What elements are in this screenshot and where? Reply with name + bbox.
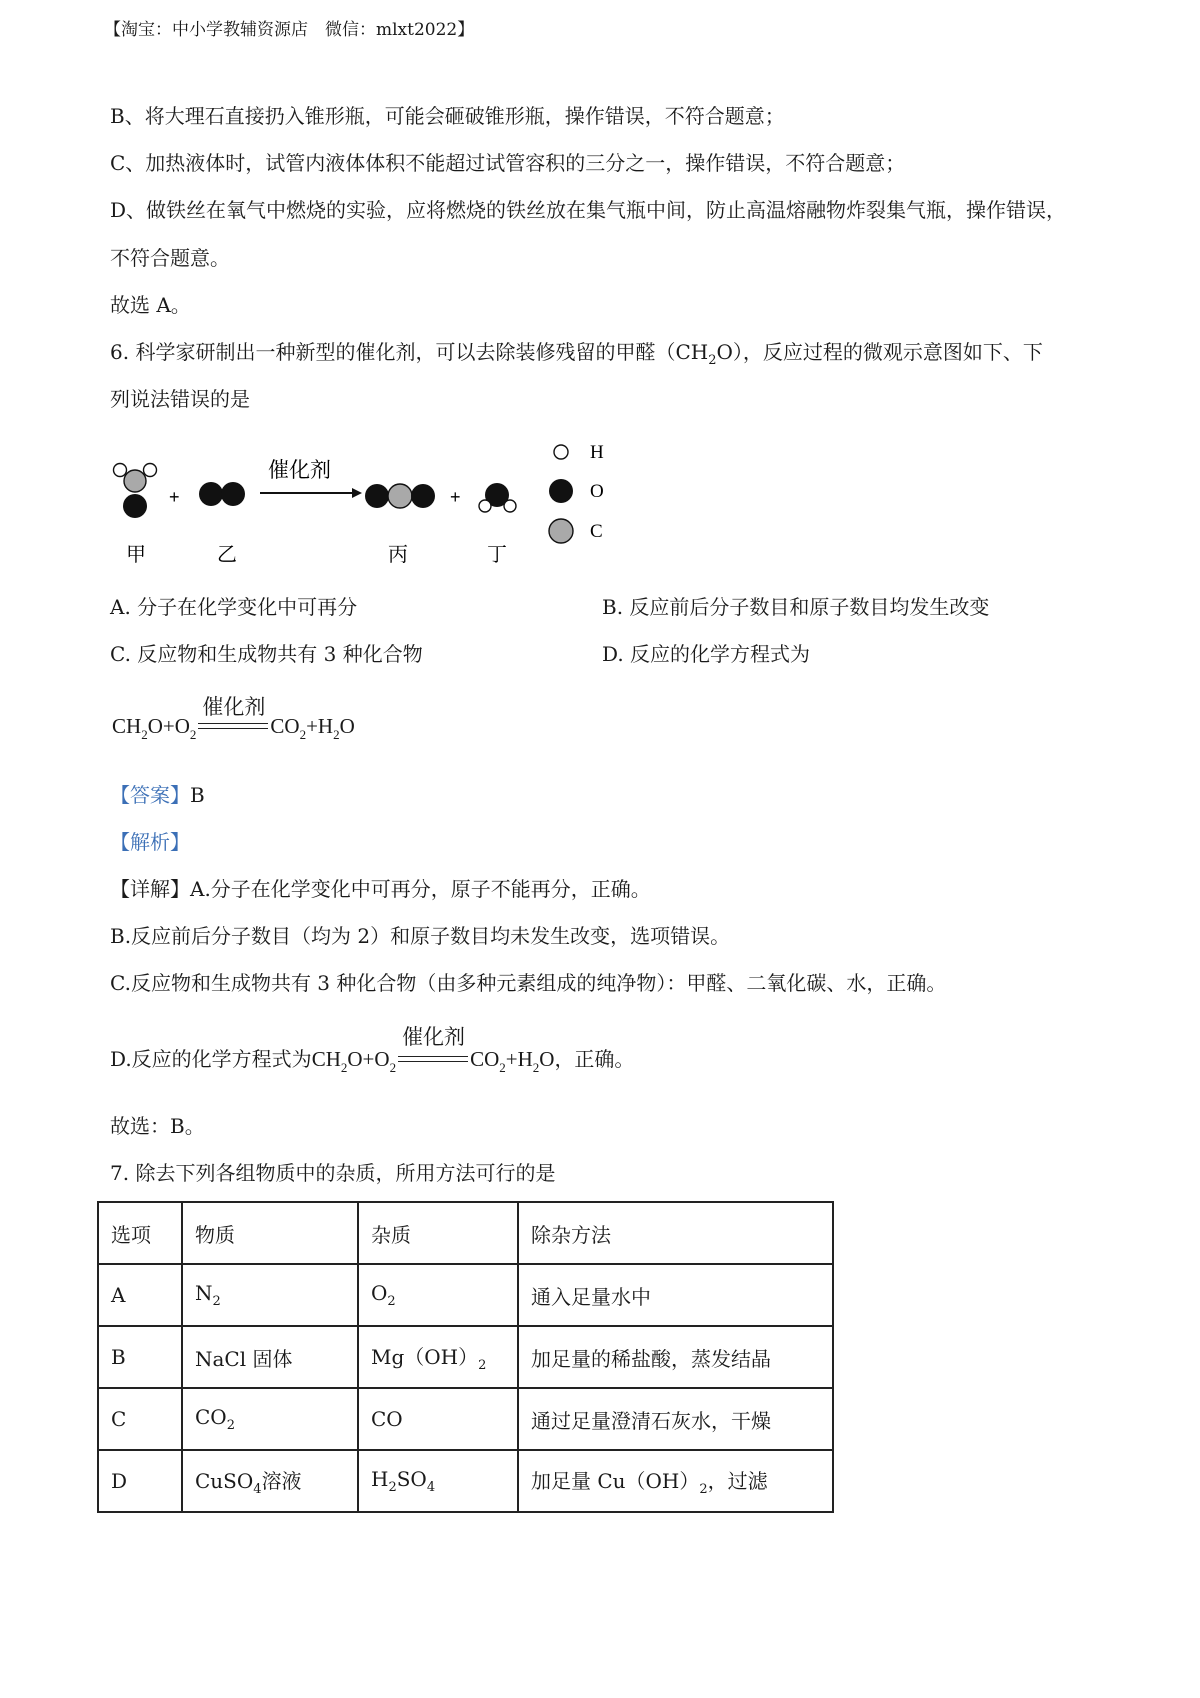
reaction-diagram [100, 425, 620, 575]
page-header: 【淘宝：中小学教辅资源店 微信：mlxt2022】 [104, 20, 475, 40]
prev-answer-line-c: C、加热液体时，试管内液体体积不能超过试管容积的三分之一，操作错误，不符合题意； [110, 151, 906, 175]
q6-detail-a: 【详解】A.分子在化学变化中可再分，原子不能再分，正确。 [110, 877, 651, 901]
label-bing: 丙 [388, 542, 408, 566]
label-ding: 丁 [487, 542, 507, 566]
table-header-row [98, 1202, 833, 1264]
label-jia: 甲 [126, 542, 146, 566]
plus-sign-2: + [450, 487, 461, 507]
q6-detail-c: C.反应物和生成物共有 3 种化合物（由多种元素组成的纯净物）：甲醛、二氧化碳、水，正确。 [110, 971, 947, 995]
molecule-oxygen [199, 482, 245, 506]
svg-text:H: H [590, 442, 604, 463]
svg-text:O: O [590, 481, 604, 502]
q6-choice: 故选：B。 [110, 1114, 205, 1138]
prev-answer-choice: 故选 A。 [110, 293, 191, 317]
table-row: B NaCl 固体 $Mg(OH)_2$ 加足量的稀盐酸，蒸发结晶 [98, 1326, 833, 1388]
q6-option-c: C. 反应物和生成物共有 3 种化合物 [110, 642, 423, 666]
header-cell: 选项 [98, 1202, 182, 1264]
header-cell: 物质 [182, 1202, 358, 1264]
q7-stem: 7. 除去下列各组物质中的杂质，所用方法可行的是 [110, 1161, 556, 1185]
catalyst-label: 催化剂 [268, 458, 331, 482]
arrow-head [352, 488, 362, 498]
table-row: D CuSO$_4$溶液 $H_2SO_4$ 加足量 $Cu(OH)_2$，过滤 [98, 1450, 833, 1512]
table-row: A $N_2$ $O_2$ 通入足量水中 [98, 1264, 833, 1326]
q6-stem-line1: 6. 科学家研制出一种新型的催化剂，可以去除装修残留的甲醛$(CH_2O)$，反应过程的微观示意图如下、下 [110, 340, 1043, 368]
table-row: C $CO_2$ CO 通过足量澄清石灰水，干燥 [98, 1388, 833, 1450]
prev-answer-line-b: B、将大理石直接扔入锥形瓶，可能会砸破锥形瓶，操作错误，不符合题意； [110, 104, 785, 128]
q6-answer: 【答案】B [110, 783, 205, 807]
svg-text:C: C [590, 521, 603, 542]
molecule-water [479, 483, 516, 512]
q6-detail-equation: $CH_2O+O_2$ 催化剂 $CO_2+H_2O$ [311, 1025, 555, 1075]
atom-legend [549, 442, 604, 543]
plus-sign-1: + [169, 487, 180, 507]
prev-answer-line-d2: 不符合题意。 [110, 246, 230, 270]
molecule-carbon-dioxide [365, 484, 435, 508]
q6-option-a: A. 分子在化学变化中可再分 [110, 595, 358, 619]
prev-answer-line-d1: D、做铁丝在氧气中燃烧的实验，应将燃烧的铁丝放在集气瓶中间，防止高温熔融物炸裂集气瓶，操作错误， [110, 198, 1067, 222]
header-cell: 杂质 [358, 1202, 518, 1264]
q6-detail-d: D.反应的化学方程式为$CH_2O+O_2$ 催化剂 $CO_2+H_2O$，正确。 [110, 1025, 635, 1075]
molecule-formaldehyde [114, 464, 157, 519]
q7-table [97, 1201, 834, 1513]
q6-option-d: D. 反应的化学方程式为 [602, 642, 811, 666]
q6-option-b: B. 反应前后分子数目和原子数目均发生改变 [602, 595, 990, 619]
q6-equation: $CH_2O+O_2$ 催化剂 $CO_2+H_2O$ [112, 695, 355, 742]
q6-analysis-tag: 【解析】 [110, 830, 190, 854]
q6-stem-line2: 列说法错误的是 [110, 387, 250, 411]
label-yi: 乙 [217, 542, 237, 566]
header-cell: 除杂方法 [518, 1202, 833, 1264]
q6-detail-b: B.反应前后分子数目（均为 2）和原子数目均未发生改变，选项错误。 [110, 924, 731, 948]
